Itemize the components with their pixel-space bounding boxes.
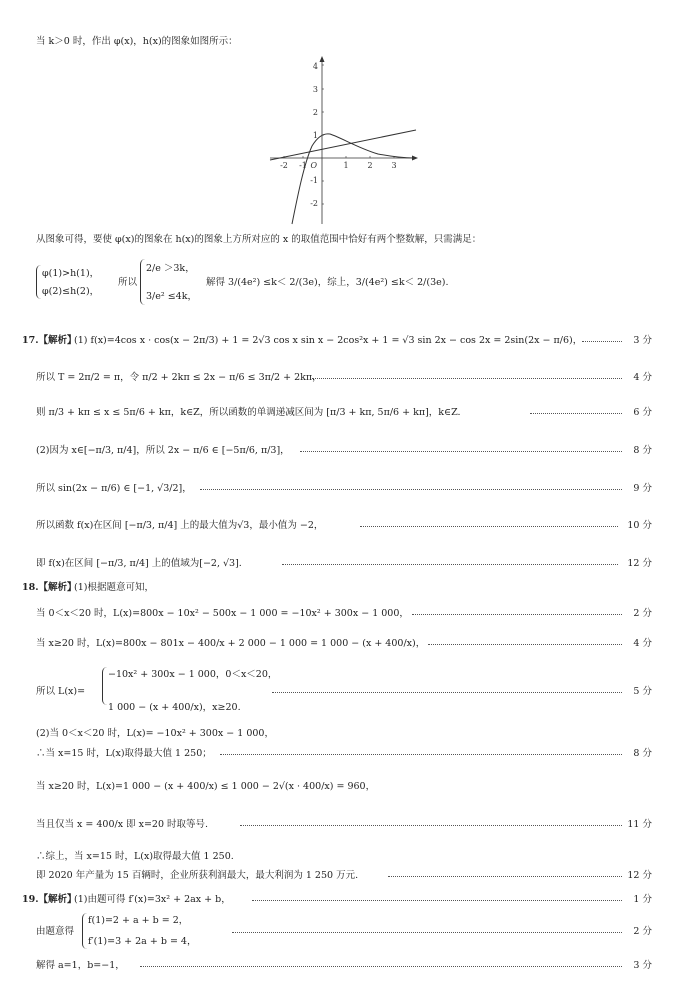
leader-dots [140,966,622,967]
system-right-line-2 [0,289,692,305]
graph-x-tick-labels [280,161,396,170]
q18-line-7 [0,817,692,833]
leader-dots [252,900,622,901]
leader-dots [220,754,622,755]
q18-line-3a [0,667,692,683]
q18-line-1 [0,606,692,622]
y-tick-2: 2 [312,108,318,117]
q17-line-7 [0,556,692,572]
q18-line-0 [0,580,692,596]
y-tick-neg2: -2 [310,199,318,208]
q17-text-1: (1) f(x)=4cos x · cos(x − 2π/3) + 1 = 2√3 cos x sin x − 2cos²x + 1 = √3 sin 2x − cos 2x = 2sin(2x − π/6)， [74,335,583,346]
q18-text-8: ∴综上，当 x=15 时，L(x)取得最大值 1 250. [36,851,234,862]
system-so: 所以 [118,277,138,288]
score-label: 10 分 [627,520,652,531]
q18-line-8 [0,849,692,865]
q17-text-4: (2)因为 x∈[−π/3, π/4]，所以 2x − π/6 ∈ [−5π/6, π/3]， [36,445,290,456]
q17-text-3: 则 π/3 + kπ ≤ x ≤ 5π/6 + kπ，k∈Z，所以函数的单调递减区间为 [π/3 + kπ, 5π/6 + kπ]，k∈Z. [36,407,461,418]
q18-line-3b [0,700,692,716]
q19-tag: 19.【解析】 [22,894,77,905]
q18-text-3so: 所以 L(x)= [36,686,86,697]
score-label: 12 分 [627,558,652,569]
score-label: 8 分 [633,748,652,759]
q18-line-6 [0,779,692,795]
system-right-1: 2/e ＞3k， [146,263,195,274]
score-label: 5 分 [633,686,652,697]
leader-dots [582,341,622,342]
q17-line-3 [0,405,692,421]
origin-label: O [310,161,317,170]
x-tick-1: 1 [343,161,349,170]
score-label: 2 分 [633,926,652,937]
h-line-curve [270,130,416,160]
score-label: 11 分 [627,819,652,830]
leader-dots [200,489,622,490]
q19-text-1: (1)由题可得 f′(x)=3x² + 2ax + b， [74,894,231,905]
leader-dots [240,825,622,826]
q18-text-3b: 1 000 − (x + 400/x)，x≥20. [108,702,241,713]
y-tick-4: 4 [312,62,318,71]
score-label: 3 分 [633,335,652,346]
score-label: 4 分 [633,372,652,383]
system-left-1: φ(1)>h(1)， [42,268,100,279]
leader-dots [412,614,622,615]
q17-line-5 [0,481,692,497]
q19-line-2b [0,934,692,950]
leader-dots [360,526,618,527]
leader-dots [530,413,622,414]
x-tick-2: 2 [367,161,373,170]
q17-text-7: 即 f(x)在区间 [−π/3, π/4] 上的值域为[−2, √3]. [36,558,242,569]
q18-line-5 [0,746,692,762]
x-tick-neg2: -2 [280,161,288,170]
score-label: 3 分 [633,960,652,971]
system-solution-line [0,275,692,291]
q17-tag: 17.【解析】 [22,335,77,346]
x-tick-3: 3 [391,161,397,170]
q19-text-3: 解得 a=1，b=−1， [36,960,125,971]
q19-text-2so: 由题意得 [36,926,75,937]
system-right-2: 3/e² ≤4k， [146,291,197,302]
q18-text-0: (1)根据题意可知， [74,582,154,593]
q18-text-2: 当 x≥20 时，L(x)=800x − 801x − 400/x + 2 000 − 1 000 = 1 000 − (x + 400/x)， [36,638,426,649]
x-tick-neg1: -1 [299,161,307,170]
q18-tag: 18.【解析】 [22,582,77,593]
leader-dots [272,692,622,693]
score-label: 6 分 [633,407,652,418]
intro-line [0,34,692,50]
q18-text-4: (2)当 0＜x＜20 时，L(x)= −10x² + 300x − 1 000， [36,728,274,739]
q19-line-3 [0,958,692,974]
q18-line-9 [0,868,692,884]
q17-line-1 [0,333,692,349]
score-label: 12 分 [627,870,652,881]
system-left-2: φ(2)≤h(2)， [42,286,100,297]
graph-caption-line [0,232,692,248]
q17-line-6 [0,518,692,534]
score-label: 2 分 [633,608,652,619]
q19-line-1 [0,892,692,908]
leader-dots [300,451,622,452]
score-label: 4 分 [633,638,652,649]
q19-text-2b: f′(1)=3 + 2a + b = 4， [88,936,197,947]
leader-dots [388,876,622,877]
function-graph [266,54,426,226]
q17-text-2: 所以 T = 2π/2 = π，令 π/2 + 2kπ ≤ 2x − π/6 ≤ 3π/2 + 2kπ， [36,372,322,383]
score-label: 8 分 [633,445,652,456]
q17-line-2 [0,370,692,386]
y-tick-1: 1 [312,131,318,140]
q18-line-3so [0,684,692,700]
leader-dots [232,932,622,933]
leader-dots [282,564,618,565]
leader-dots [312,378,622,379]
q18-text-9: 即 2020 年产量为 15 百辆时，企业所获利润最大，最大利润为 1 250 万元. [36,870,359,881]
leader-dots [428,644,622,645]
y-tick-3: 3 [312,85,318,94]
q17-text-5: 所以 sin(2x − π/6) ∈ [−1, √3/2]， [36,483,192,494]
q18-line-4 [0,726,692,742]
graph-caption-text: 从图象可得，要使 φ(x)的图象在 h(x)的图象上方所对应的 x 的取值范围中恰好有两个整数解，只需满足： [36,234,482,245]
q18-text-6: 当 x≥20 时，L(x)=1 000 − (x + 400/x) ≤ 1 000 − 2√(x · 400/x) = 960， [36,781,376,792]
q17-text-6: 所以函数 f(x)在区间 [−π/3, π/4] 上的最大值为√3，最小值为 −2， [36,520,324,531]
q18-text-1: 当 0＜x＜20 时，L(x)=800x − 10x² − 500x − 1 000 = −10x² + 300x − 1 000， [36,608,409,619]
graph-y-tick-labels [310,62,318,208]
q19-text-2a: f(1)=2 + a + b = 2， [88,915,189,926]
q18-text-7: 当且仅当 x = 400/x 即 x=20 时取等号. [36,819,209,830]
score-label: 1 分 [633,894,652,905]
q18-text-3a: −10x² + 300x − 1 000，0＜x＜20， [108,669,278,680]
q17-line-4 [0,443,692,459]
q18-line-2 [0,636,692,652]
y-tick-neg1: -1 [310,176,318,185]
q18-text-5: ∴当 x=15 时，L(x)取得最大值 1 250； [36,748,212,759]
system-solution: 解得 3/(4e²) ≤k＜ 2/(3e)，综上，3/(4e²) ≤k＜ 2/(3e). [206,277,449,288]
intro-text: 当 k＞0 时，作出 φ(x)，h(x)的图象如图所示： [36,36,238,47]
score-label: 9 分 [633,483,652,494]
